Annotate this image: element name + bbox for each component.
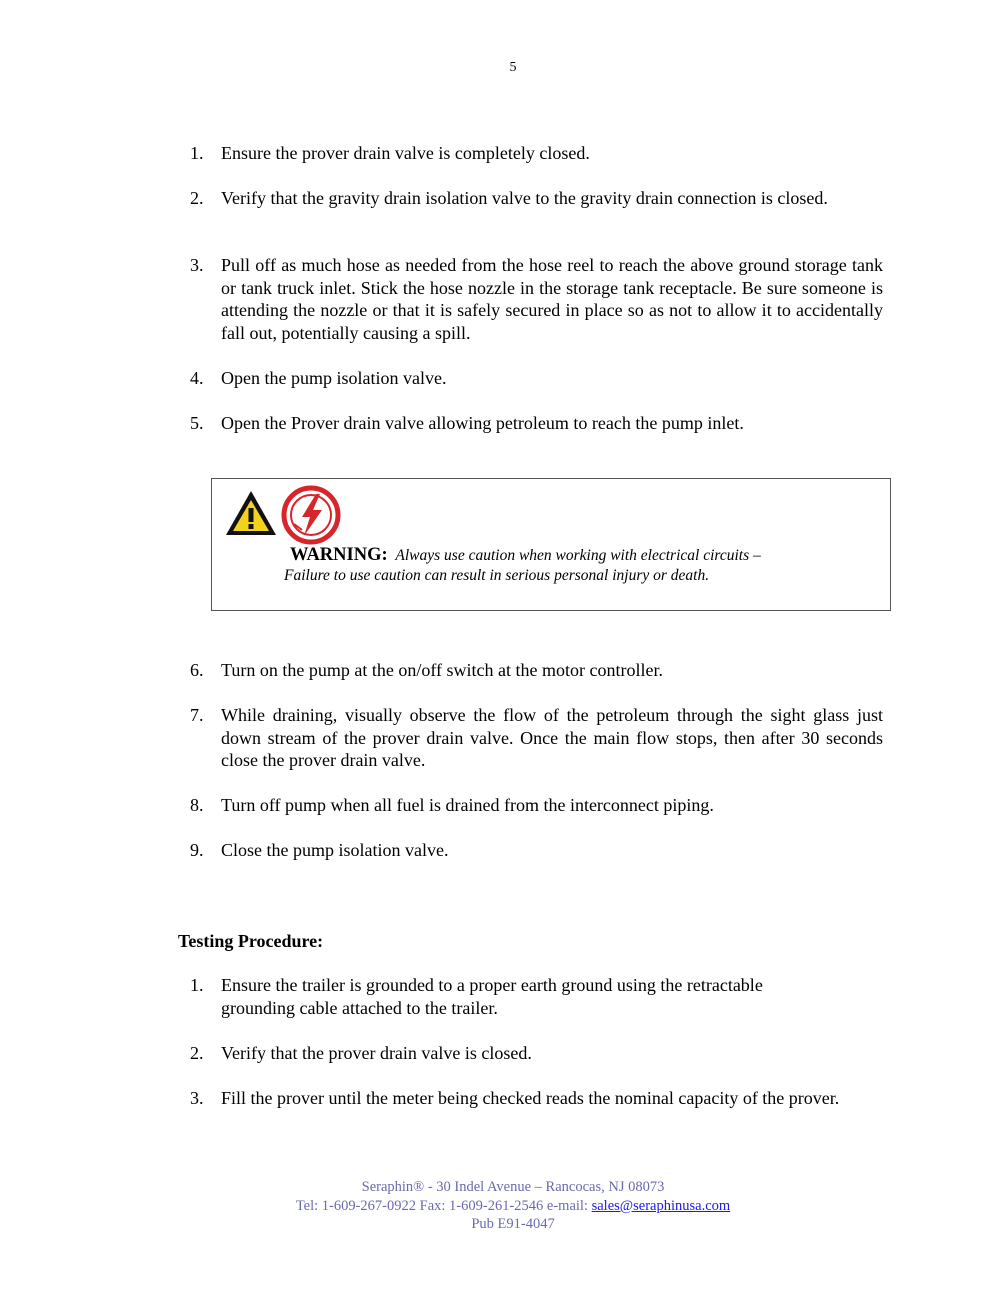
footer bbox=[0, 1178, 1000, 1234]
footer-phone-fax: Tel: 1-609-267-0922 Fax: 1-609-261-2546 e-mail: bbox=[295, 1197, 592, 1214]
step-number: 6. bbox=[190, 660, 204, 680]
warning-line-2: Failure to use caution can result in serious personal injury or death. bbox=[284, 567, 710, 584]
warning-line-1: Always use caution when working with electrical circuits – bbox=[395, 547, 761, 564]
step-number: 4. bbox=[190, 368, 204, 388]
step-number: 2. bbox=[190, 188, 204, 208]
step-number: 9. bbox=[190, 840, 204, 860]
footer-contact bbox=[0, 1197, 1000, 1216]
section-heading: Testing Procedure: bbox=[178, 931, 324, 951]
step-text: Verify that the gravity drain isolation valve to the gravity drain connection is closed. bbox=[221, 188, 828, 208]
footer-publication: Pub E91-4047 bbox=[471, 1216, 555, 1232]
page-number: 5 bbox=[509, 60, 517, 75]
step-number: 7. bbox=[190, 705, 204, 725]
step-text: Open the pump isolation valve. bbox=[221, 368, 447, 388]
step-text: Ensure the prover drain valve is completely closed. bbox=[221, 143, 590, 163]
step-number: 1. bbox=[190, 975, 204, 995]
step-text: Pull off as much hose as needed from the hose reel to reach the above ground storage tank or tank truck inlet. Stick the hose nozzle in the storage tank receptacle. Be sure someone is attending the nozzle or that it is safely secured in place so as not to allow it to accidentally fall out, potentially causing a spill. bbox=[221, 255, 883, 343]
step-text: Open the Prover drain valve allowing petroleum to reach the pump inlet. bbox=[221, 413, 744, 433]
step-number: 3. bbox=[190, 1088, 204, 1108]
electrical-shock-icon bbox=[280, 484, 342, 546]
step-text: Verify that the prover drain valve is closed. bbox=[221, 1043, 532, 1063]
step-number: 3. bbox=[190, 255, 204, 275]
step-number: 2. bbox=[190, 1043, 204, 1063]
step-text: While draining, visually observe the flow of the petroleum through the sight glass just down stream of the prover drain valve. Once the main flow stops, then after 30 seconds close the prover drain valve. bbox=[221, 705, 883, 770]
step-number: 1. bbox=[190, 143, 204, 163]
footer-address: Seraphin® - 30 Indel Avenue – Rancocas, NJ 08073 bbox=[361, 1179, 665, 1195]
warning-box bbox=[211, 478, 891, 611]
caution-triangle-icon bbox=[224, 489, 278, 537]
email-link[interactable]: sales@seraphinusa.com bbox=[591, 1197, 731, 1214]
step-text: Ensure the trailer is grounded to a proper earth ground using the retractable grounding cable attached to the trailer. bbox=[221, 975, 763, 1018]
step-text: Close the pump isolation valve. bbox=[221, 840, 449, 860]
step-number: 5. bbox=[190, 413, 204, 433]
warning-label: WARNING: bbox=[290, 545, 388, 565]
step-text: Turn off pump when all fuel is drained from the interconnect piping. bbox=[221, 795, 714, 815]
step-text: Fill the prover until the meter being checked reads the nominal capacity of the prover. bbox=[221, 1088, 840, 1108]
step-text: Turn on the pump at the on/off switch at the motor controller. bbox=[221, 660, 663, 680]
warning-text bbox=[284, 545, 874, 586]
step-number: 8. bbox=[190, 795, 204, 815]
